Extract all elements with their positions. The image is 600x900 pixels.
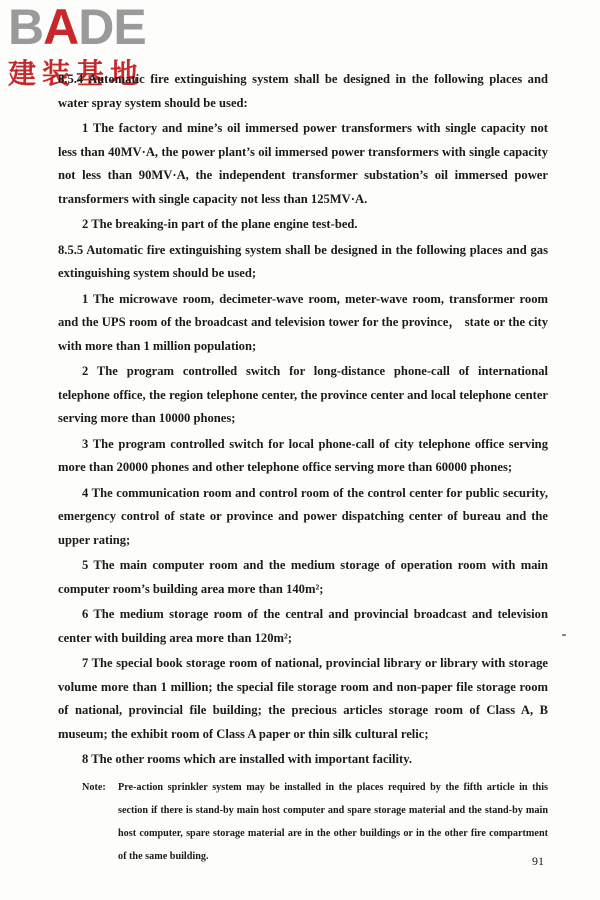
section-8-5-4-heading: 8.5.4 Automatic fire extinguishing system shall be designed in the following places and water spray system should be used:	[58, 72, 548, 110]
section-8-5-4-item-1: 1 The factory and mine’s oil immersed power transformers with single capacity not less than 40MV·A, the power plant’s oil immersed power transformers with single capacity not less than 90MV·A, the independent transformer substation’s oil immersed power transformers with single capacity not less than 125MV·A.	[58, 121, 548, 206]
logo-letter-b: B	[8, 0, 44, 55]
logo-letter-a: A	[43, 0, 79, 55]
section-8-5-5-item-2: 2 The program controlled switch for long-distance phone-call of international telephone office, the region telephone center, the province center and local telephone center serving more than 10000 phones;	[58, 364, 548, 425]
section-8-5-5-item-8: 8 The other rooms which are installed with important facility.	[82, 752, 413, 766]
scan-speck	[562, 634, 566, 636]
section-8-5-5-heading: 8.5.5 Automatic fire extinguishing system shall be designed in the following places and gas extinguishing system should be used;	[58, 242, 548, 280]
section-8-5-5-item-5: 5 The main computer room and the medium storage of operation room with main computer room’s building area more than 140m²;	[58, 558, 548, 596]
section-8-5-5-item-4: 4 The communication room and control room of the control center for public security, emergency control of state or province and power dispatching center of bureau and the upper rating;	[58, 485, 548, 547]
page-number: 91	[532, 854, 544, 868]
section-8-5-5-item-3: 3 The program controlled switch for local phone-call of city telephone office serving more than 20000 phones and other telephone office serving more than 60000 phones;	[58, 436, 548, 474]
note-text: Pre-action sprinkler system may be installed in the places required by the fifth article in this section if there is stand-by main host computer and spare storage material and the stand-by main host computer, spare storage material are in the other buildings or in the other fire compartment of the same building.	[118, 781, 548, 862]
section-8-5-5-item-1: 1 The microwave room, decimeter-wave room, meter-wave room, transformer room and the UPS room of the broadcast and television tower for the province， state or the city with more than 1 million population;	[58, 291, 548, 353]
note	[58, 776, 548, 868]
section-8-5-5-item-6: 6 The medium storage room of the central and provincial broadcast and television center with building area more than 120m²;	[58, 607, 548, 645]
logo-letters-de: DE	[78, 0, 146, 55]
document-body	[58, 68, 548, 868]
logo-chinese: 建装基地	[8, 57, 145, 90]
section-8-5-5-item-7: 7 The special book storage room of national, provincial library or library with storage volume more than 1 million; the special file storage room and non-paper file storage room of national, provincial file building; the precious articles storage room of Class A, B museum; the exhibit room of Class A paper or thin silk cultural relic;	[58, 656, 548, 741]
note-label: Note:	[82, 781, 106, 793]
logo-latin	[8, 0, 178, 55]
section-8-5-4-item-2: 2 The breaking-in part of the plane engine test-bed.	[82, 217, 358, 231]
